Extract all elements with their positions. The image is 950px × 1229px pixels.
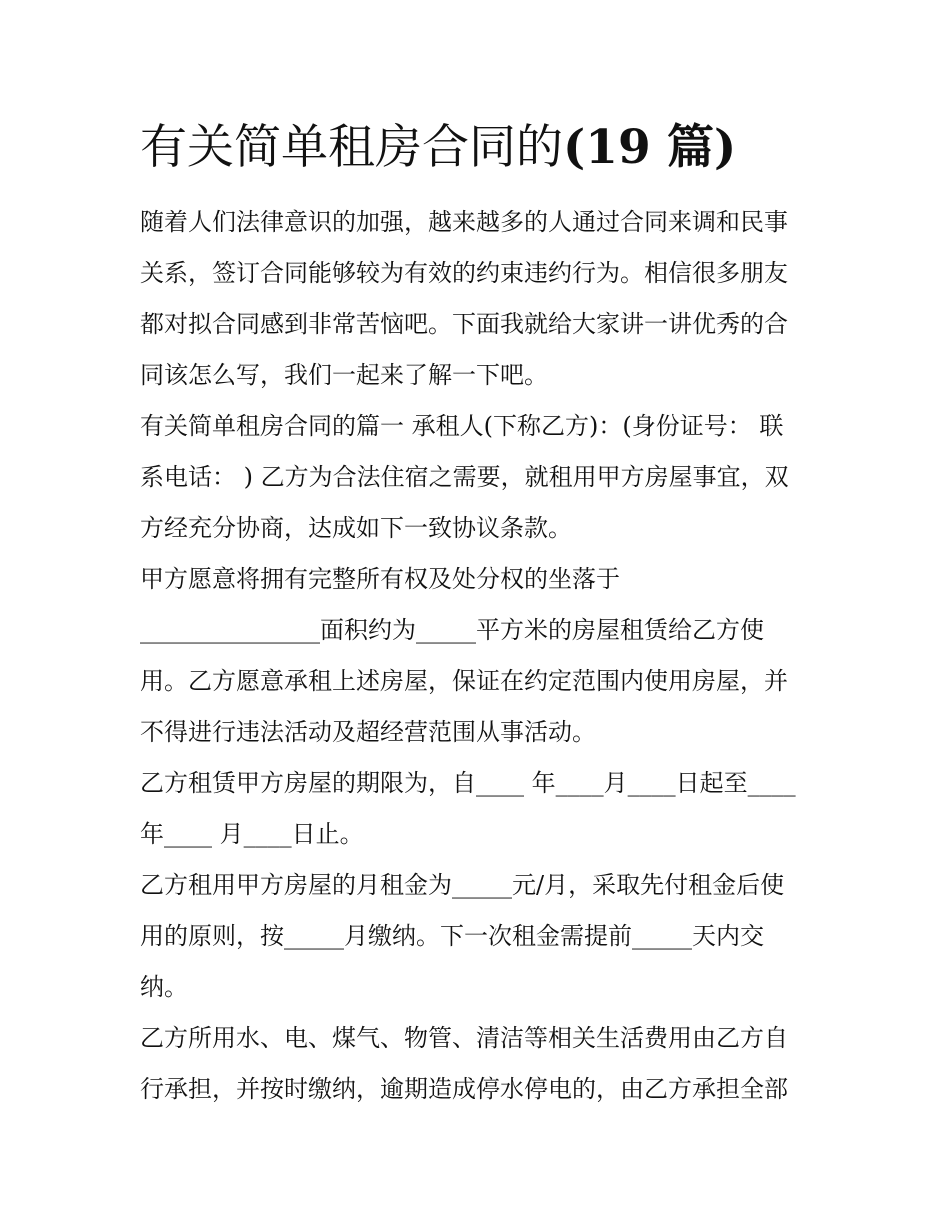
paragraph-line: 乙方所用水、电、煤气、物管、清洁等相关生活费用由乙方自 xyxy=(140,1024,788,1052)
paragraph-intro xyxy=(140,197,812,401)
paragraph-line: 用的原则，按_____月缴纳。下一次租金需提前_____天内交 xyxy=(140,922,764,950)
paragraph-line: 有关简单租房合同的篇一 承租人(下称乙方)：(身份证号： 联 xyxy=(140,412,784,440)
paragraph-term xyxy=(140,758,812,860)
paragraph-line: 方经充分协商，达成如下一致协议条款。 xyxy=(140,514,572,542)
paragraph-utilities xyxy=(140,1013,812,1115)
paragraph-line: 不得进行违法活动及超经营范围从事活动。 xyxy=(140,718,596,746)
paragraph-line: 系电话： ) 乙方为合法住宿之需要，就租用甲方房屋事宜，双 xyxy=(140,463,789,491)
paragraph-line: 都对拟合同感到非常苦恼吧。下面我就给大家讲一讲优秀的合 xyxy=(140,310,788,338)
paragraph-line: 乙方租赁甲方房屋的期限为，自____ 年____月____日起至____ xyxy=(140,769,796,797)
paragraph-line: 行承担，并按时缴纳，逾期造成停水停电的，由乙方承担全部 xyxy=(140,1075,788,1103)
paragraph-line: 随着人们法律意识的加强，越来越多的人通过合同来调和民事 xyxy=(140,208,788,236)
paragraph-line: 用。乙方愿意承租上述房屋，保证在约定范围内使用房屋，并 xyxy=(140,667,788,695)
paragraph-rent xyxy=(140,860,812,1013)
document-body xyxy=(140,197,812,1115)
document-title-count: (19 篇) xyxy=(563,120,737,175)
paragraph-line: 年____ 月____日止。 xyxy=(140,820,364,848)
paragraph-premises xyxy=(140,554,812,758)
paragraph-parties xyxy=(140,401,812,554)
document-title xyxy=(140,112,830,184)
paragraph-line: 纳。 xyxy=(140,973,188,1001)
paragraph-line: 关系，签订合同能够较为有效的约束违约行为。相信很多朋友 xyxy=(140,259,788,287)
paragraph-line: _______________面积约为_____平方米的房屋租赁给乙方使 xyxy=(140,616,764,644)
paragraph-line: 甲方愿意将拥有完整所有权及处分权的坐落于 xyxy=(140,565,620,593)
paragraph-line: 乙方租用甲方房屋的月租金为_____元/月，采取先付租金后使 xyxy=(140,871,785,899)
document-title-main: 有关简单租房合同的 xyxy=(140,120,563,175)
paragraph-line: 同该怎么写，我们一起来了解一下吧。 xyxy=(140,361,548,389)
